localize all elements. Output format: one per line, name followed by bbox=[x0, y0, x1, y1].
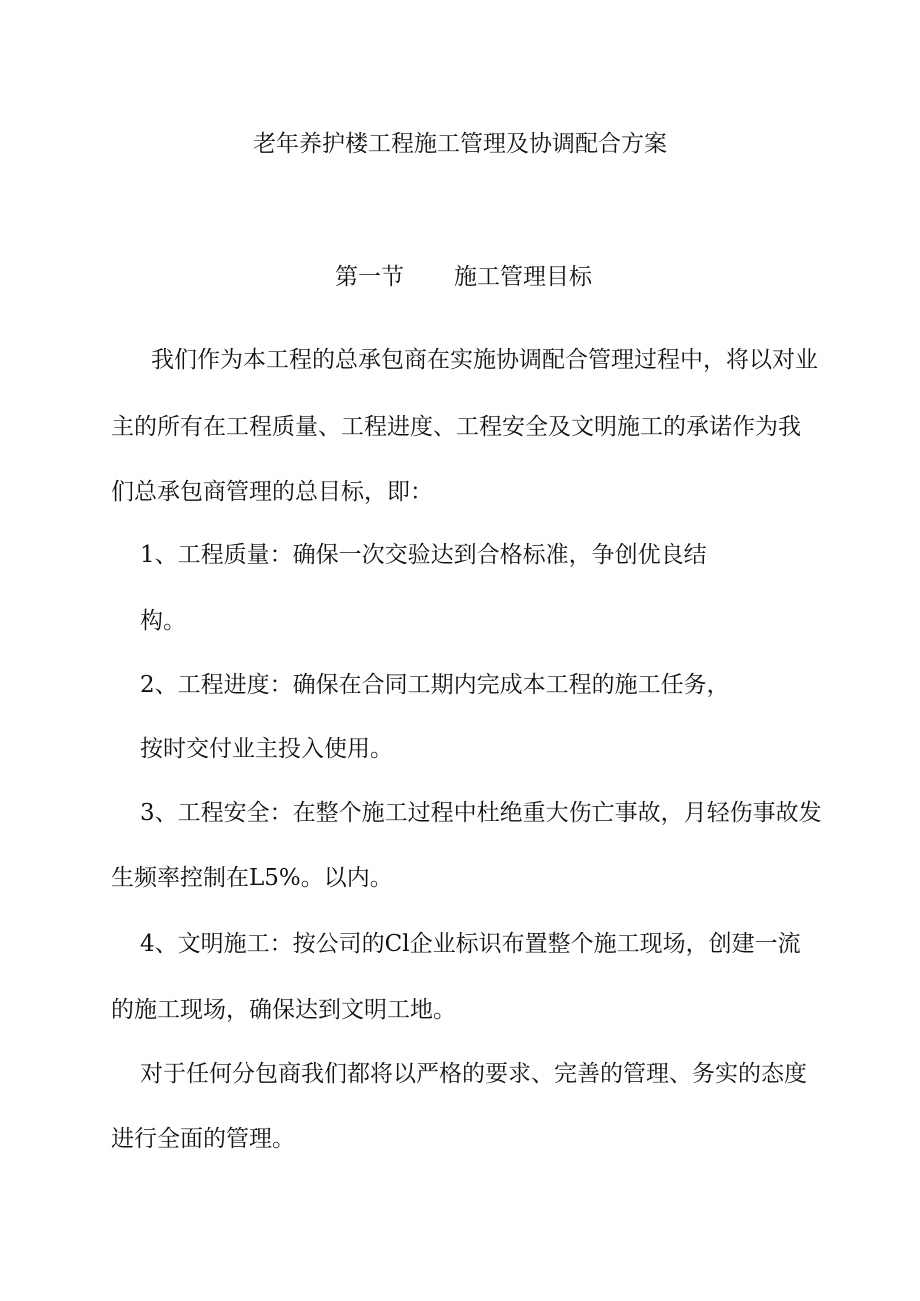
body-line: 按时交付业主投入使用。 bbox=[140, 736, 393, 762]
body-line: 生频率控制在L5%。以内。 bbox=[111, 865, 393, 891]
body-line: 进行全面的管理。 bbox=[111, 1126, 295, 1152]
list-item-schedule: 2、工程进度：确保在合同工期内完成本工程的施工任务， bbox=[140, 672, 730, 698]
document-title: 老年养护楼工程施工管理及协调配合方案 bbox=[253, 131, 667, 157]
body-line: 构。 bbox=[140, 608, 186, 634]
list-item-safety: 3、工程安全：在整个施工过程中杜绝重大伤亡事故，月轻伤事故发 bbox=[140, 800, 822, 826]
body-line: 主的所有在工程质量、工程进度、工程安全及文明施工的承诺作为我 bbox=[111, 414, 801, 440]
body-line: 的施工现场，确保达到文明工地。 bbox=[111, 997, 456, 1023]
body-line: 对于任何分包商我们都将以严格的要求、完善的管理、务实的态度 bbox=[140, 1061, 807, 1087]
body-line: 们总承包商管理的总目标，即： bbox=[111, 479, 433, 505]
list-item-quality: 1、工程质量：确保一次交验达到合格标准，争创优良结 bbox=[140, 542, 707, 568]
section-number: 第一节 bbox=[335, 264, 404, 290]
body-line: 我们作为本工程的总承包商在实施协调配合管理过程中，将以对业 bbox=[151, 347, 818, 373]
list-item-civilized: 4、文明施工：按公司的Cl企业标识布置整个施工现场，创建一流 bbox=[140, 931, 801, 957]
section-heading bbox=[335, 262, 592, 292]
section-title: 施工管理目标 bbox=[454, 264, 592, 290]
